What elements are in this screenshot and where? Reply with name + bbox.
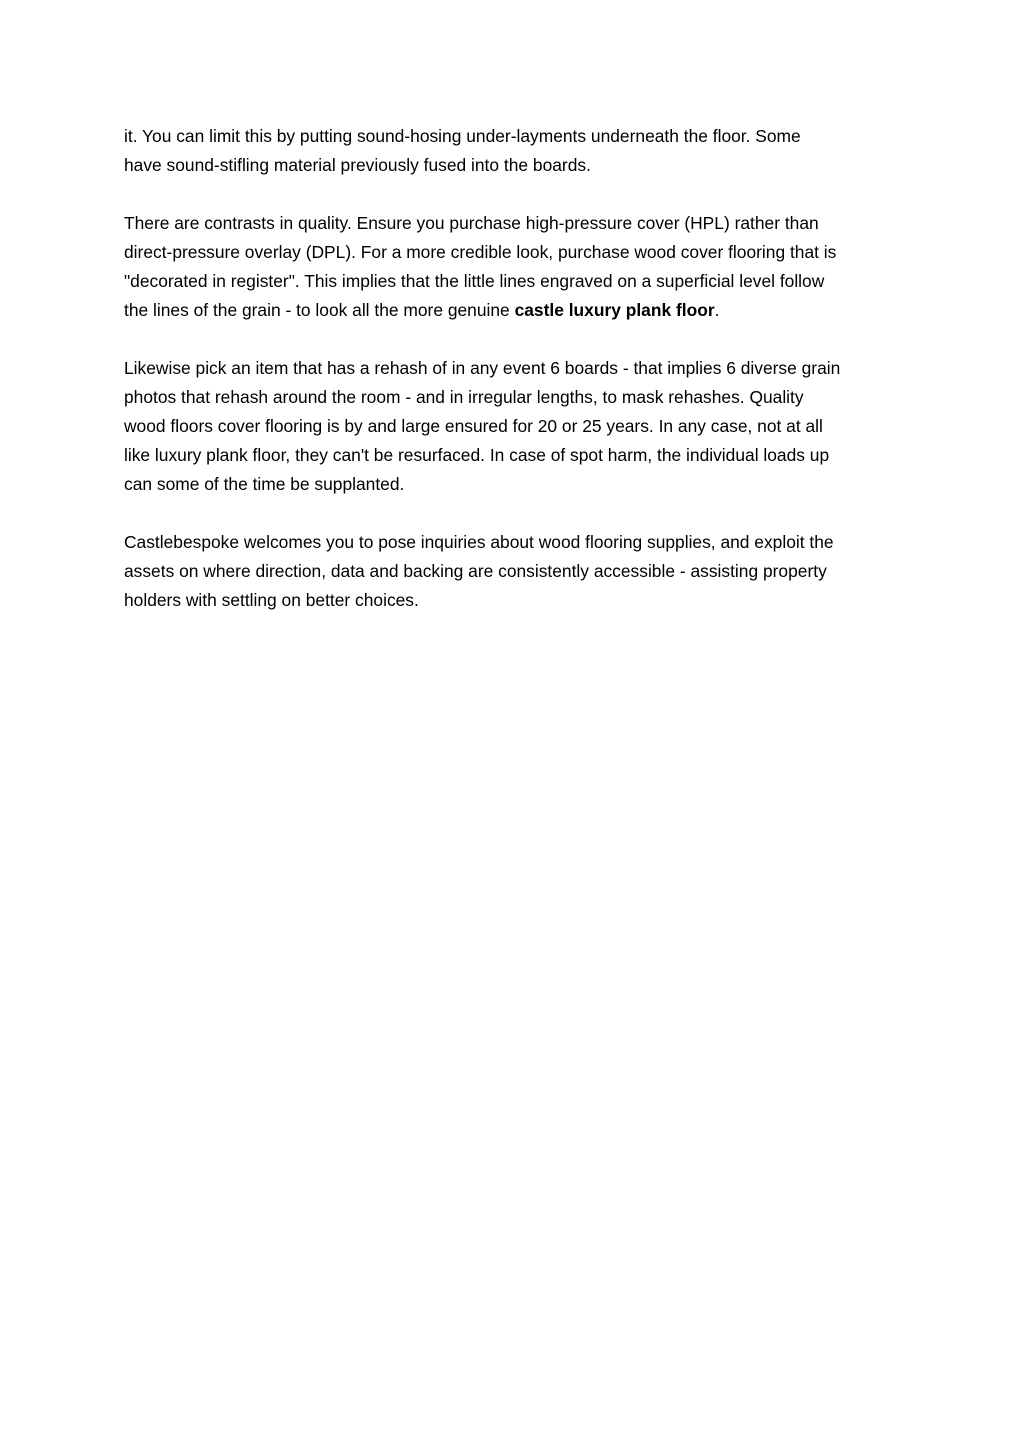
text-line: There are contrasts in quality. Ensure you purchase high-pressure cover (HPL) rather than xyxy=(124,213,819,233)
text-line: Likewise pick an item that has a rehash of in any event 6 boards - that implies 6 diverse grain xyxy=(124,358,841,378)
paragraph-quality xyxy=(124,209,904,325)
text-segment: . xyxy=(714,300,720,320)
text-line: photos that rehash around the room - and in irregular lengths, to mask rehashes. Quality xyxy=(124,387,804,407)
document-body xyxy=(124,122,904,644)
text-line: direct-pressure overlay (DPL). For a more credible look, purchase wood cover flooring that is xyxy=(124,242,837,262)
text-line: it. You can limit this by putting sound-hosing under-layments underneath the floor. Some xyxy=(124,126,801,146)
paragraph-boards xyxy=(124,354,904,499)
text-line: "decorated in register". This implies that the little lines engraved on a superficial level follow xyxy=(124,271,825,291)
bold-keyword: castle luxury plank floor xyxy=(514,300,715,320)
text-line: wood floors cover flooring is by and large ensured for 20 or 25 years. In any case, not at all xyxy=(124,416,823,436)
paragraph-sound-underlayment xyxy=(124,122,904,180)
text-line xyxy=(124,296,904,325)
text-line: can some of the time be supplanted. xyxy=(124,474,405,494)
paragraph-castlebespoke xyxy=(124,528,904,615)
text-line: assets on where direction, data and backing are consistently accessible - assisting property xyxy=(124,561,827,581)
text-line: Castlebespoke welcomes you to pose inquiries about wood flooring supplies, and exploit the xyxy=(124,532,834,552)
text-line: have sound-stifling material previously fused into the boards. xyxy=(124,155,591,175)
text-segment: the lines of the grain - to look all the more genuine xyxy=(124,300,515,320)
text-line: holders with settling on better choices. xyxy=(124,590,419,610)
text-line: like luxury plank floor, they can't be resurfaced. In case of spot harm, the individual loads up xyxy=(124,445,830,465)
